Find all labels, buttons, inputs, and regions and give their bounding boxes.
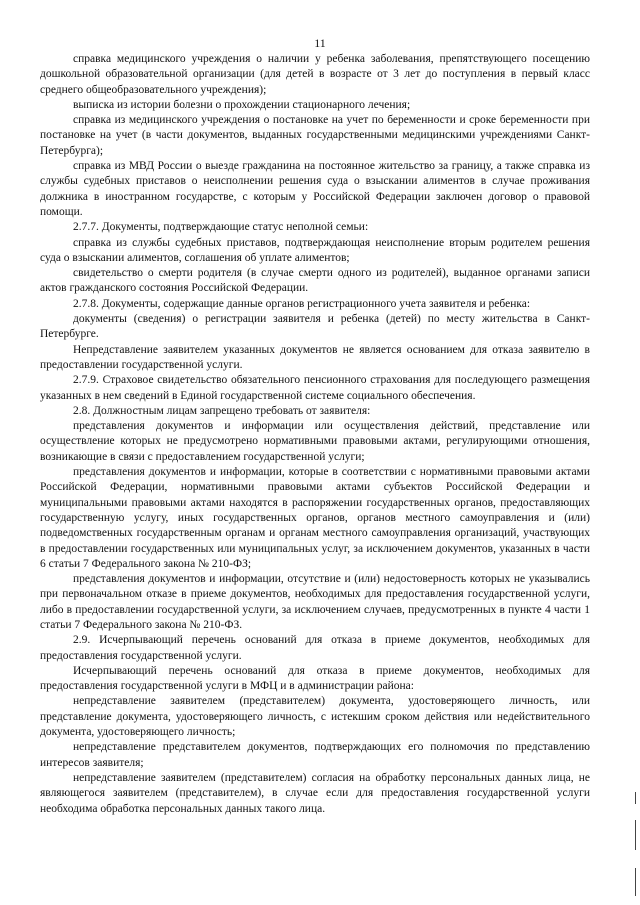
paragraph: Непредставление заявителем указанных документов не является основанием для отказа заявителю в предоставлении государственной услуги. [40, 343, 590, 371]
document-body [40, 52, 590, 817]
paragraph: выписка из истории болезни о прохождении стационарного лечения; [73, 98, 411, 111]
section-heading-2-9: 2.9. Исчерпывающий перечень оснований для отказа в приеме документов, необходимых для предоставления государственной услуги. [40, 634, 590, 662]
scan-edge-mark [635, 792, 636, 804]
section-heading-2-7-9: 2.7.9. Страховое свидетельство обязательного пенсионного страхования для последующего размещения указанных в нем сведений в Единой государственной системе социального обеспечения. [40, 374, 590, 402]
page-number: 11 [314, 36, 326, 50]
paragraph: справка медицинского учреждения о наличии у ребенка заболевания, препятствующего посещению дошкольной образовательной организации (для детей в возрасте от 3 лет до поступления в первый класс среднего общеобразовательного учреждения); [40, 53, 590, 96]
paragraph: непредставление заявителем (представителем) согласия на обработку персональных данных лица, не являющегося заявителем (представителем), в случае если для предоставления государственной услуги необходима обработка персональных данных такого лица. [40, 771, 590, 815]
paragraph: документы (сведения) о регистрации заявителя и ребенка (детей) по месту жительства в Санкт-Петербурге. [40, 313, 590, 341]
scan-edge-mark [635, 820, 636, 850]
paragraph: Исчерпывающий перечень оснований для отказа в приеме документов, необходимых для предоставления государственной услуги в МФЦ и в администрации района: [40, 664, 590, 693]
section-heading-2-7-8: 2.7.8. Документы, содержащие данные органов регистрационного учета заявителя и ребенка: [73, 297, 531, 310]
section-heading-2-8: 2.8. Должностным лицам запрещено требовать от заявителя: [73, 404, 371, 417]
paragraph: справка из медицинского учреждения о постановке на учет по беременности и сроке беременности при постановке на учет (в части документов, выданных государственными медицинскими учреждениями Санкт-Петербурга); [40, 114, 590, 157]
paragraph: представления документов и информации, отсутствие и (или) недостоверность которых не указывались при первоначальном отказе в приеме документов, необходимых для предоставления государственной услуги, либо в предоставлении государственной услуги, за исключением случаев, предусмотренных в пункте 4 части 1 статьи 7 Федерального закона № 210-ФЗ. [40, 573, 590, 631]
section-heading-2-7-7: 2.7.7. Документы, подтверждающие статус неполной семьи: [73, 221, 369, 234]
scan-edge-mark [635, 868, 636, 896]
paragraph: представления документов и информации, которые в соответствии с нормативными правовыми актами Российской Федерации, нормативными правовыми актами субъектов Российской Федерации и муниципальными правовыми актами находятся в распоряжении государственных органов, предоставляющих государственную услугу, иных государственных органов, органов местного самоуправления и (или) подведомственных государственным органам и органам местного самоуправления организаций, участвующих в предоставлении государственных или муниципальных услуг, за исключением документов, указанных в части 6 статьи 7 Федерального закона № 210-ФЗ; [40, 466, 590, 570]
paragraph: свидетельство о смерти родителя (в случае смерти одного из родителей), выданное органами записи актов гражданского состояния Российской Федерации. [40, 267, 590, 295]
paragraph: непредставление заявителем (представителем) документа, удостоверяющего личность, или представление документа, удостоверяющего личность, с истекшим сроком действия или недействительного документа, удостоверяющего личность; [40, 695, 590, 739]
paragraph: справка из МВД России о выезде гражданина на постоянное жительство за границу, а также справка из службы судебных приставов о неисполнении решения суда о взыскании алиментов в случае проживания должника в иностранном государстве, с которым у Российской Федерации заключен договор о правовой помощи. [40, 160, 590, 218]
paragraph: справка из службы судебных приставов, подтверждающая неисполнение вторым родителем решения суда о взыскании алиментов, соглашения об уплате алиментов; [40, 236, 590, 264]
paragraph: непредставление представителем документов, подтверждающих его полномочия по представлению интересов заявителя; [40, 741, 590, 769]
paragraph: представления документов и информации или осуществления действий, представление или осуществление которых не предусмотрено нормативными правовыми актами, регулирующими отношения, возникающие в связи с предоставлением государственной услуги; [40, 420, 590, 463]
